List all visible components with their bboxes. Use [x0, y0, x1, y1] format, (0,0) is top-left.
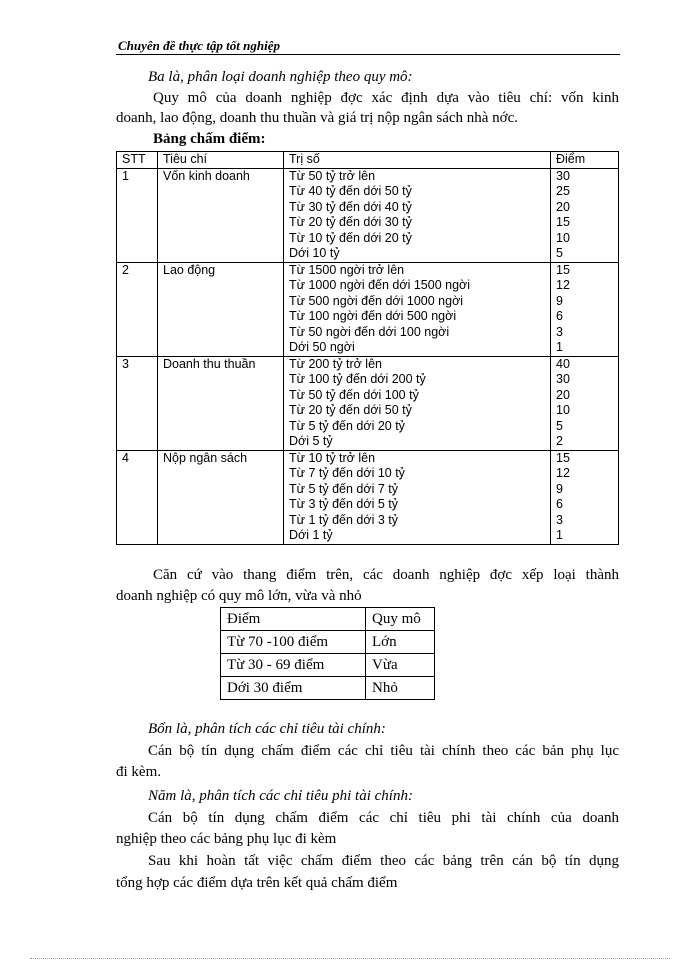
value-line: Dới 1 tỷ: [289, 528, 333, 542]
paragraph-sau-khi-line1: Sau khi hoàn tất việc chấm điểm theo các bảng trên cán bộ tín dụng: [148, 853, 619, 869]
point-line: 15: [556, 215, 570, 229]
header-points: Điểm: [551, 152, 619, 169]
point-line: 5: [556, 246, 563, 260]
point-line: 1: [556, 340, 563, 354]
value-line: Từ 200 tỷ trở lên: [289, 356, 382, 371]
point-line: 3: [556, 324, 563, 339]
heading-ba-la: Ba là, phân loại doanh nghiệp theo quy mô:: [148, 69, 413, 85]
value-line: Từ 5 tỷ đến dới 20 tỷ: [289, 418, 405, 433]
point-line: 2: [556, 434, 563, 448]
row-points: [551, 262, 619, 356]
row-stt: 4: [117, 450, 158, 544]
paragraph-sau-khi-line2: tổng hợp các điểm dựa trên kết quả chấm điểm: [116, 875, 398, 891]
table-row: [117, 356, 619, 450]
scale-table-header: [221, 608, 435, 631]
value-line: Từ 100 tỷ đến dới 200 tỷ: [289, 372, 426, 386]
point-line: 1: [556, 528, 563, 542]
row-criterion: Lao động: [158, 262, 284, 356]
paragraph-quy-mo-line2: doanh, lao động, doanh thu thuần và giá trị nộp ngân sách nhà nớc.: [116, 110, 519, 126]
point-line: 6: [556, 309, 563, 323]
scale-header-size: Quy mô: [366, 608, 435, 631]
point-line: 10: [556, 403, 570, 417]
heading-bon-la: Bốn là, phân tích các chỉ tiêu tài chính:: [148, 721, 386, 737]
point-line: 10: [556, 230, 570, 245]
scale-range: Dới 30 điểm: [221, 677, 366, 700]
value-line: Từ 40 tỷ đến dới 50 tỷ: [289, 184, 412, 198]
point-line: 5: [556, 418, 563, 433]
value-line: Từ 50 tỷ đến dới 100 tỷ: [289, 387, 419, 402]
value-line: Từ 30 tỷ đến dới 40 tỷ: [289, 199, 412, 214]
table-row: [221, 654, 435, 677]
table-row: [221, 631, 435, 654]
row-stt: 3: [117, 356, 158, 450]
point-line: 30: [556, 168, 570, 183]
heading-nam-la: Năm là, phân tích các chỉ tiêu phi tài chính:: [148, 788, 413, 804]
row-points: [551, 356, 619, 450]
value-line: Dới 50 ngời: [289, 340, 355, 354]
scale-header-points: Điểm: [221, 608, 366, 631]
point-line: 12: [556, 466, 570, 480]
table-row: [117, 262, 619, 356]
point-line: 12: [556, 278, 570, 292]
row-points: [551, 450, 619, 544]
row-values: [284, 356, 551, 450]
value-line: Từ 10 tỷ trở lên: [289, 450, 376, 465]
value-line: Từ 50 tỷ trở lên: [289, 168, 376, 183]
paragraph-bon-la-line1: Cán bộ tín dụng chấm điểm các chỉ tiêu tài chính theo các bản phụ lục: [148, 743, 619, 759]
value-line: Từ 1 tỷ đến dới 3 tỷ: [289, 512, 398, 527]
row-points: [551, 168, 619, 262]
scale-size: Nhỏ: [366, 677, 435, 700]
point-line: 30: [556, 372, 570, 386]
row-criterion: Vốn kinh doanh: [158, 168, 284, 262]
point-line: 6: [556, 497, 563, 511]
point-line: 20: [556, 199, 570, 214]
score-table-header: [117, 152, 619, 169]
value-line: Dới 10 tỷ: [289, 246, 340, 260]
score-table-title: Bảng chấm điểm:: [153, 131, 266, 147]
row-values: [284, 168, 551, 262]
point-line: 15: [556, 262, 570, 277]
point-line: 9: [556, 293, 563, 308]
table-row: [221, 677, 435, 700]
header-criterion: Tiêu chí: [158, 152, 284, 169]
table-row: [117, 168, 619, 262]
row-stt: 2: [117, 262, 158, 356]
value-line: Từ 1500 ngời trở lên: [289, 262, 405, 277]
value-line: Từ 20 tỷ đến dới 30 tỷ: [289, 215, 412, 229]
header-stt: STT: [117, 152, 158, 169]
value-line: Từ 3 tỷ đến dới 5 tỷ: [289, 497, 398, 511]
point-line: 20: [556, 387, 570, 402]
table-row: [117, 450, 619, 544]
paragraph-bon-la-line2: đi kèm.: [116, 764, 161, 780]
scale-range: Từ 30 - 69 điểm: [221, 654, 366, 677]
scale-range: Từ 70 -100 điểm: [221, 631, 366, 654]
value-line: Dới 5 tỷ: [289, 434, 333, 448]
paragraph-nam-la-line1: Cán bộ tín dụng chấm điểm các chỉ tiêu phi tài chính của doanh: [148, 810, 619, 826]
footer-rule: [30, 958, 670, 959]
point-line: 3: [556, 512, 563, 527]
point-line: 9: [556, 481, 563, 496]
paragraph-can-cu-line2: doanh nghiệp có quy mô lớn, vừa và nhỏ: [116, 588, 362, 604]
value-line: Từ 5 tỷ đến dới 7 tỷ: [289, 481, 398, 496]
scale-size: Lớn: [366, 631, 435, 654]
scale-size: Vừa: [366, 654, 435, 677]
row-values: [284, 450, 551, 544]
point-line: 15: [556, 450, 570, 465]
value-line: Từ 20 tỷ đến dới 50 tỷ: [289, 403, 412, 417]
value-line: Từ 7 tỷ đến dới 10 tỷ: [289, 466, 405, 480]
row-criterion: Doanh thu thuần: [158, 356, 284, 450]
row-values: [284, 262, 551, 356]
point-line: 40: [556, 356, 570, 371]
page-header: Chuyên đề thực tập tốt nghiệp: [118, 38, 280, 53]
value-line: Từ 500 ngời đến dới 1000 ngời: [289, 293, 464, 308]
scale-table: [220, 607, 435, 700]
header-value: Trị số: [284, 152, 551, 169]
value-line: Từ 50 ngời đến dới 100 ngời: [289, 324, 450, 339]
point-line: 25: [556, 184, 570, 198]
paragraph-can-cu-line1: Căn cứ vào thang điểm trên, các doanh nghiệp đợc xếp loại thành: [153, 567, 619, 583]
header-rule: [116, 54, 620, 55]
value-line: Từ 100 ngời đến dới 500 ngời: [289, 309, 457, 323]
value-line: Từ 10 tỷ đến dới 20 tỷ: [289, 230, 412, 245]
value-line: Từ 1000 ngời đến dới 1500 ngời: [289, 278, 470, 292]
row-stt: 1: [117, 168, 158, 262]
row-criterion: Nộp ngân sách: [158, 450, 284, 544]
paragraph-quy-mo-line1: Quy mô của doanh nghiệp đợc xác định dựa vào tiêu chí: vốn kinh: [153, 90, 619, 106]
score-table: [116, 151, 619, 545]
paragraph-nam-la-line2: nghiệp theo các bảng phụ lục đi kèm: [116, 831, 337, 847]
